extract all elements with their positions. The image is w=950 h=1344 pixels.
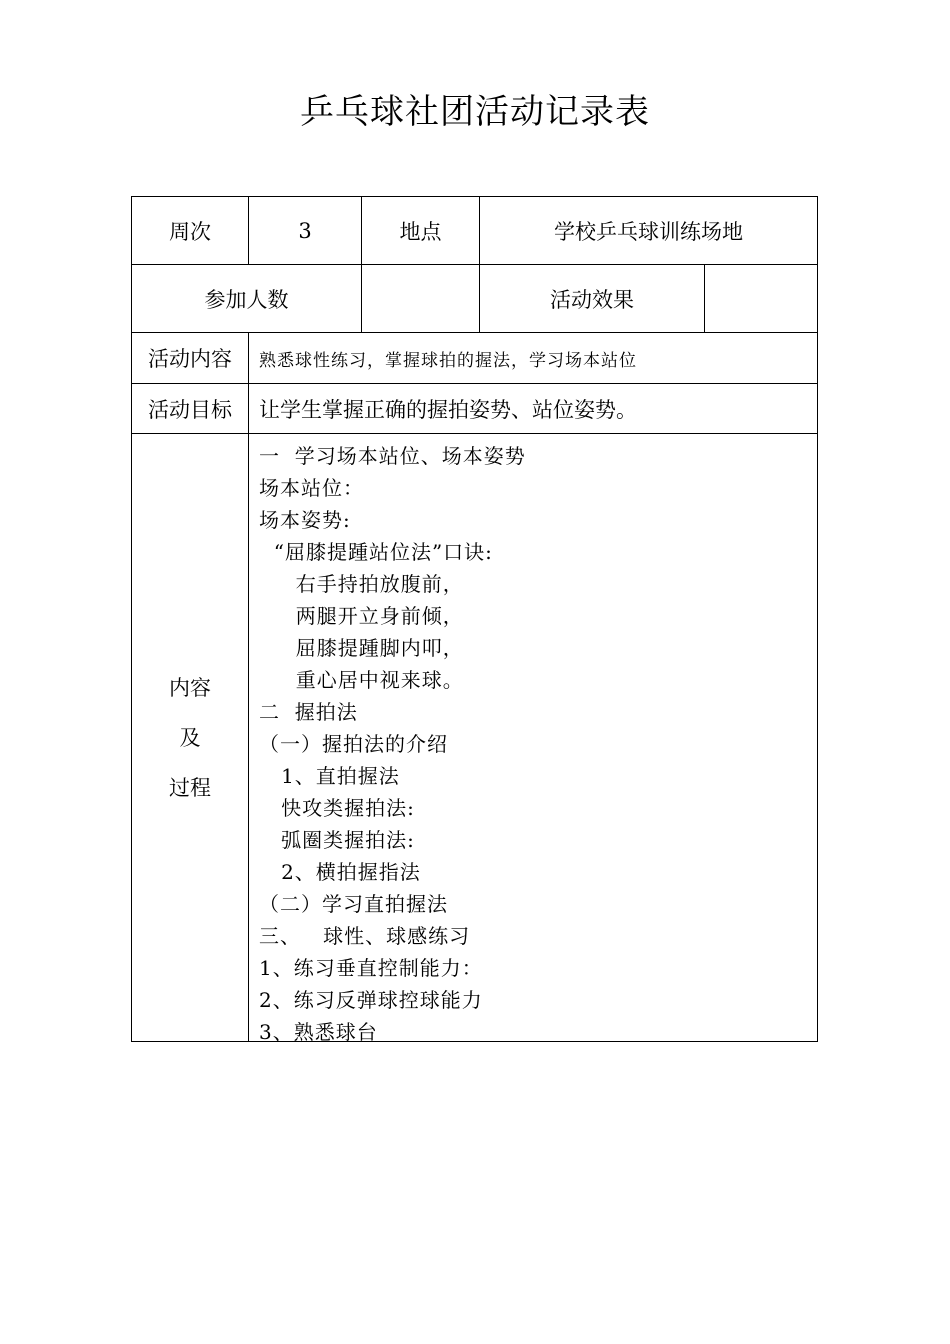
process-line: 3、熟悉球台 xyxy=(259,1020,378,1044)
process-line: 1、练习垂直控制能力： xyxy=(259,956,483,980)
participants-label: 参加人数 xyxy=(131,264,362,333)
process-label-line: 内容 xyxy=(169,675,211,700)
process-line: 场本站位： xyxy=(259,476,364,500)
location-label: 地点 xyxy=(361,196,480,265)
process-label xyxy=(131,433,249,1042)
content-label: 活动内容 xyxy=(131,332,249,384)
document-title: 乒乓球社团活动记录表 xyxy=(300,92,650,132)
process-line: 1、直拍握法 xyxy=(259,764,400,788)
process-line: 2、横拍握指法 xyxy=(259,860,421,884)
process-content xyxy=(248,433,818,1042)
process-line: （一）握拍法的介绍 xyxy=(259,732,448,756)
process-line: （二）学习直拍握法 xyxy=(259,892,448,916)
process-line: 场本姿势: xyxy=(259,508,351,532)
process-line: 一 学习场本站位、场本姿势 xyxy=(259,444,526,468)
process-line: 二 握拍法 xyxy=(259,700,358,724)
activity-record-table xyxy=(132,197,818,1043)
process-line: 快攻类握拍法: xyxy=(259,796,415,820)
location-value: 学校乒乓球训练场地 xyxy=(479,196,818,265)
process-line: “屈膝提踵站位法”口诀: xyxy=(259,540,493,564)
process-line: 屈膝提踵脚内叩， xyxy=(259,636,464,660)
effect-value xyxy=(704,264,818,333)
process-line: 三、 球性、球感练习 xyxy=(259,924,471,948)
content-value: 熟悉球性练习，掌握球拍的握法，学习场本站位 xyxy=(248,332,818,384)
goal-value: 让学生掌握正确的握拍姿势、站位姿势。 xyxy=(248,383,818,434)
process-line: 弧圈类握拍法: xyxy=(259,828,415,852)
goal-label: 活动目标 xyxy=(131,383,249,434)
week-value: 3 xyxy=(248,196,362,265)
week-label: 周次 xyxy=(131,196,249,265)
process-line: 右手持拍放腹前， xyxy=(259,572,464,596)
process-line: 重心居中视来球。 xyxy=(259,668,464,692)
effect-label: 活动效果 xyxy=(479,264,705,333)
participants-value xyxy=(361,264,480,333)
process-label-line: 过程 xyxy=(169,775,211,800)
process-line: 2、练习反弹球控球能力 xyxy=(259,988,483,1012)
process-line: 两腿开立身前倾， xyxy=(259,604,464,628)
process-label-line: 及 xyxy=(179,725,201,750)
